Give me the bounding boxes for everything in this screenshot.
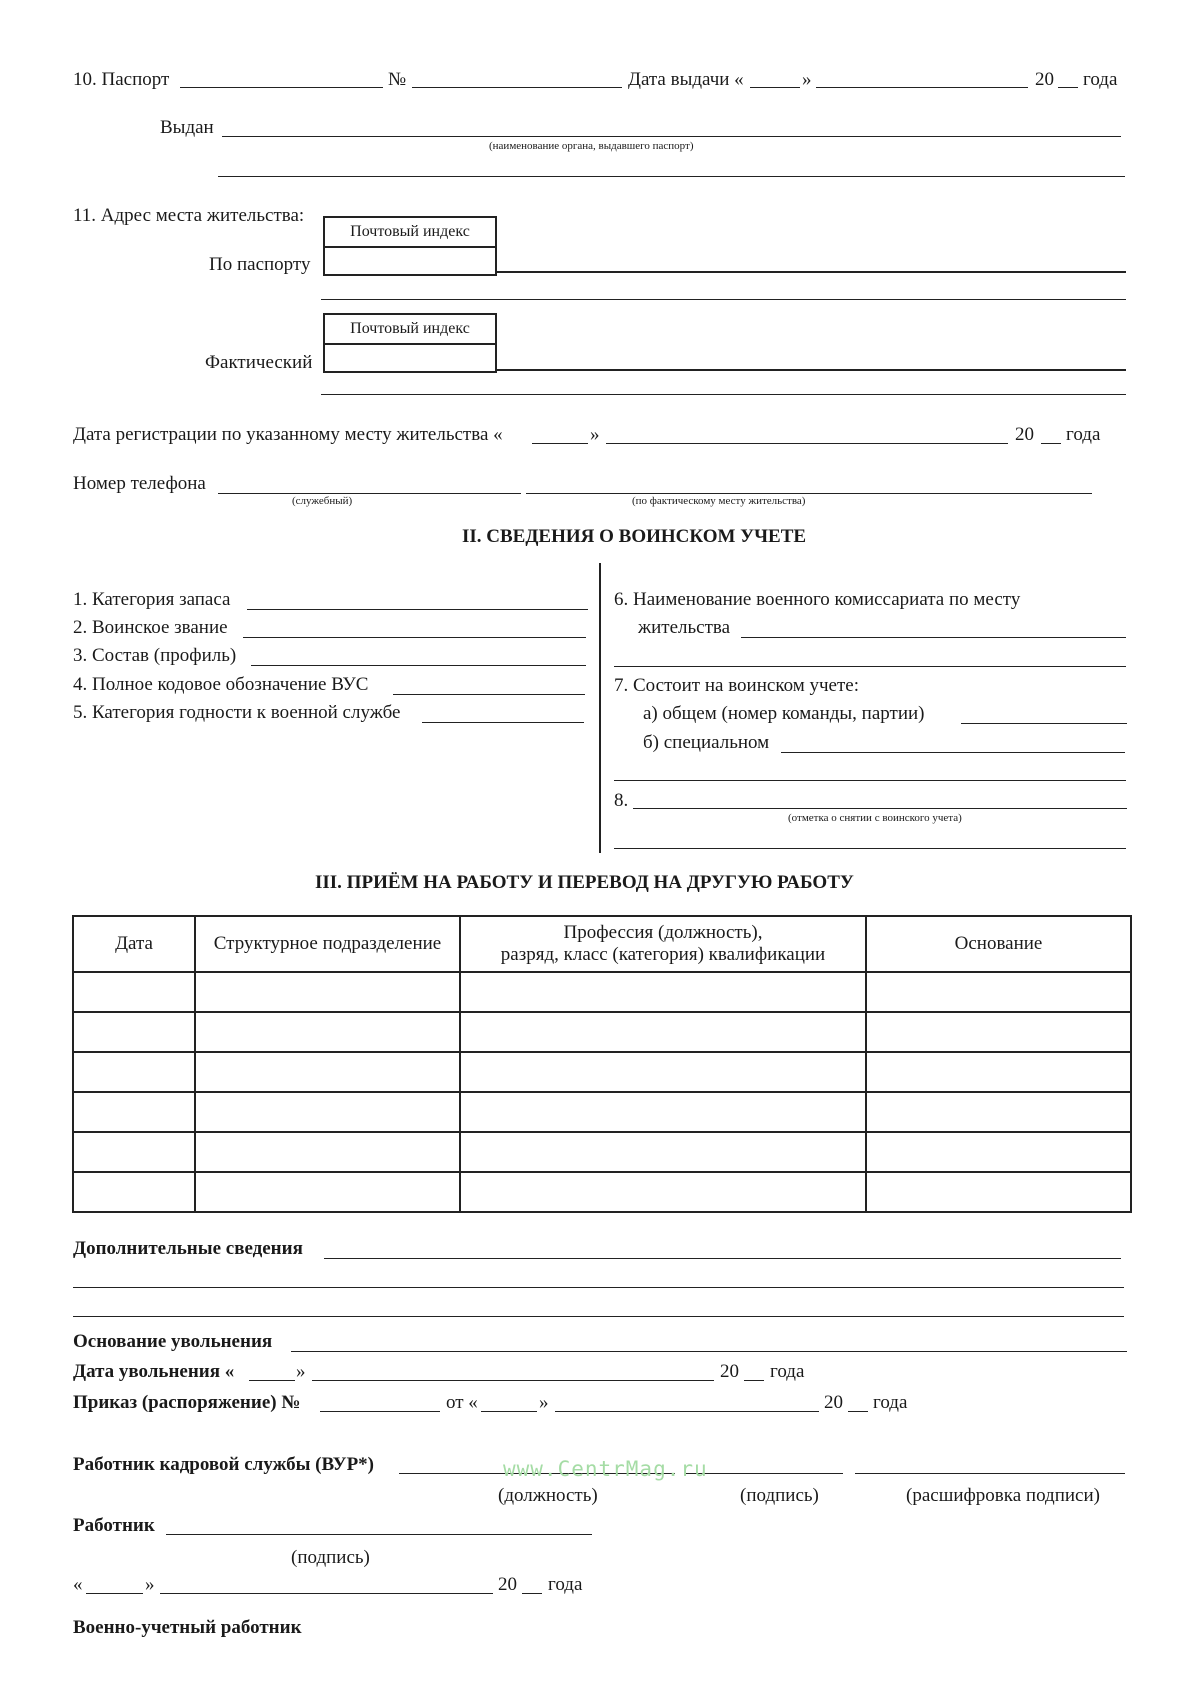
additional-info-field-line3[interactable] [73,1316,1124,1317]
order-number-field[interactable] [320,1411,440,1412]
vus-code-field[interactable] [393,694,585,695]
composition-field[interactable] [251,665,586,666]
order-month-field[interactable] [555,1411,819,1412]
dismissal-year-field[interactable] [744,1380,764,1381]
employment-table [72,915,1132,1213]
military-item-composition: 3. Состав (профиль) [73,645,237,666]
employee-year-suffix: года [548,1574,583,1595]
table-cell[interactable] [460,1092,866,1132]
military-item-fitness: 5. Категория годности к военной службе [73,702,401,723]
actual-address-field[interactable] [495,369,1126,371]
military-item-commissariat: 6. Наименование военного комиссариата по месту [614,589,1021,610]
rank-field[interactable] [243,637,586,638]
order-year-prefix: 20 [824,1392,843,1413]
employee-date-quote-close: » [145,1574,155,1595]
employment-table-header [73,916,1131,972]
table-cell[interactable] [195,1052,460,1092]
column-header-department: Структурное подразделение [195,916,460,972]
special-registry-field[interactable] [781,752,1125,753]
table-cell[interactable] [866,1172,1131,1212]
table-row [73,1012,1131,1052]
order-year-suffix: года [873,1392,908,1413]
phone-home-field[interactable] [526,493,1092,494]
table-cell[interactable] [195,1132,460,1172]
column-header-profession-text: Профессия (должность), разряд, класс (категория) квалификации [500,922,826,965]
dismissal-year-suffix: года [770,1361,805,1382]
postal-index-caption: Почтовый индекс [325,315,495,345]
commissariat-field-line2[interactable] [614,666,1126,667]
military-item-special: б) специальном [643,732,770,753]
dismissal-quote-close: » [296,1361,306,1382]
issued-by-label: Выдан [160,117,214,138]
column-header-date: Дата [73,916,195,972]
address-label: 11. Адрес места жительства: [73,205,305,226]
table-row [73,1172,1131,1212]
dismissal-date-label: Дата увольнения « [73,1361,235,1382]
registration-day-field[interactable] [532,443,588,444]
dismissal-day-field[interactable] [249,1380,295,1381]
employee-label: Работник [73,1515,155,1536]
postal-index-box-actual[interactable] [323,313,497,373]
postal-index-box-passport[interactable] [323,216,497,276]
deregistration-hint: (отметка о снятии с воинского учета) [788,812,962,824]
registration-year-prefix: 20 [1015,424,1034,445]
deregistration-field[interactable] [633,808,1127,809]
table-cell[interactable] [460,1132,866,1172]
fitness-field[interactable] [422,722,584,723]
passport-address-field[interactable] [495,271,1126,273]
hr-worker-label: Работник кадровой службы (ВУР*) [73,1454,375,1475]
issued-by-field-line2[interactable] [218,176,1125,177]
dismissal-reason-label: Основание увольнения [73,1331,273,1352]
table-cell[interactable] [73,1132,195,1172]
military-item-rank: 2. Воинское звание [73,617,228,638]
order-year-field[interactable] [848,1411,868,1412]
passport-series-field[interactable] [180,87,383,88]
by-passport-label: По паспорту [209,254,311,275]
column-header-basis: Основание [866,916,1131,972]
position-hint: (должность) [498,1485,598,1506]
table-cell[interactable] [195,1012,460,1052]
table-row [73,1132,1131,1172]
table-cell[interactable] [460,972,866,1012]
additional-info-field[interactable] [324,1258,1121,1259]
table-cell[interactable] [73,1052,195,1092]
table-cell[interactable] [866,1132,1131,1172]
passport-number-sign: № [388,69,407,90]
table-cell[interactable] [460,1012,866,1052]
dismissal-month-field[interactable] [312,1380,714,1381]
dismissal-reason-field[interactable] [291,1351,1127,1352]
table-cell[interactable] [73,972,195,1012]
signature-hint: (подпись) [740,1485,819,1506]
order-from-label: от « [446,1392,478,1413]
military-item-general: а) общем (номер команды, партии) [643,703,925,724]
phone-home-hint: (по фактическому месту жительства) [632,495,806,507]
table-cell[interactable] [195,1092,460,1132]
column-header-profession [460,916,866,972]
table-cell[interactable] [866,1092,1131,1132]
phone-label: Номер телефона [73,473,206,494]
table-cell[interactable] [195,1172,460,1212]
issue-year-prefix: 20 [1035,69,1054,90]
phone-work-field[interactable] [218,493,521,494]
phone-work-hint: (служебный) [292,495,353,507]
hr-signature-field[interactable] [686,1473,843,1474]
general-registry-field[interactable] [961,723,1127,724]
order-quote-close: » [539,1392,549,1413]
registration-year-field[interactable] [1041,443,1061,444]
table-cell[interactable] [73,1092,195,1132]
deregistration-field-line2[interactable] [614,848,1126,849]
military-item-reserve-category: 1. Категория запаса [73,589,231,610]
additional-info-label: Дополнительные сведения [73,1238,303,1259]
table-cell[interactable] [460,1052,866,1092]
employee-signature-hint: (подпись) [291,1547,370,1568]
employee-month-field[interactable] [160,1593,493,1594]
military-item-deregistration: 8. [614,790,629,811]
watermark: www.CentrMag.ru [503,1457,708,1481]
dismissal-year-prefix: 20 [720,1361,739,1382]
registration-month-field[interactable] [606,443,1008,444]
issue-date-quote-close: » [802,69,812,90]
employee-signature-field[interactable] [166,1534,592,1535]
military-heading: II. СВЕДЕНИЯ О ВОИНСКОМ УЧЕТЕ [462,526,807,547]
commissariat-field[interactable] [741,637,1126,638]
passport-label: 10. Паспорт [73,69,170,90]
registration-year-suffix: года [1066,424,1101,445]
employee-day-field[interactable] [86,1593,143,1594]
table-cell[interactable] [866,1052,1131,1092]
table-cell[interactable] [73,1012,195,1052]
passport-address-field-line2[interactable] [321,299,1126,300]
table-cell[interactable] [195,972,460,1012]
postal-index-caption: Почтовый индекс [325,218,495,248]
actual-address-label: Фактический [205,352,313,373]
registration-quote-close: » [590,424,600,445]
military-item-vus-code: 4. Полное кодовое обозначение ВУС [73,674,369,695]
employee-year-field[interactable] [522,1593,542,1594]
table-row [73,972,1131,1012]
registration-label: Дата регистрации по указанному месту жительства « [73,424,503,445]
issue-year-field[interactable] [1058,87,1078,88]
additional-info-field-line2[interactable] [73,1287,1124,1288]
table-cell[interactable] [460,1172,866,1212]
table-cell[interactable] [866,1012,1131,1052]
table-row [73,1052,1131,1092]
issue-month-field[interactable] [816,87,1028,88]
special-registry-field-line2[interactable] [614,780,1126,781]
table-cell[interactable] [866,972,1131,1012]
issue-date-label: Дата выдачи « [628,69,744,90]
issue-day-field[interactable] [750,87,800,88]
signature-decode-hint: (расшифровка подписи) [906,1485,1100,1506]
table-row [73,1092,1131,1132]
employee-date-quote-open: « [73,1574,83,1595]
issued-by-field[interactable] [222,136,1121,137]
employee-year-prefix: 20 [498,1574,517,1595]
table-cell[interactable] [73,1172,195,1212]
issue-year-suffix: года [1083,69,1118,90]
hr-signature-decode-field[interactable] [855,1473,1125,1474]
reserve-category-field[interactable] [247,609,588,610]
military-item-commissariat-line2: жительства [638,617,731,638]
military-item-registered: 7. Состоит на воинском учете: [614,675,859,696]
military-column-divider [599,563,601,853]
military-worker-label: Военно-учетный работник [73,1617,302,1638]
passport-number-field[interactable] [412,87,622,88]
order-label: Приказ (распоряжение) № [73,1392,301,1413]
issued-by-hint: (наименование органа, выдавшего паспорт) [489,140,694,152]
employment-heading: III. ПРИЁМ НА РАБОТУ И ПЕРЕВОД НА ДРУГУЮ РАБОТУ [315,872,854,893]
order-day-field[interactable] [481,1411,537,1412]
actual-address-field-line2[interactable] [321,394,1126,395]
